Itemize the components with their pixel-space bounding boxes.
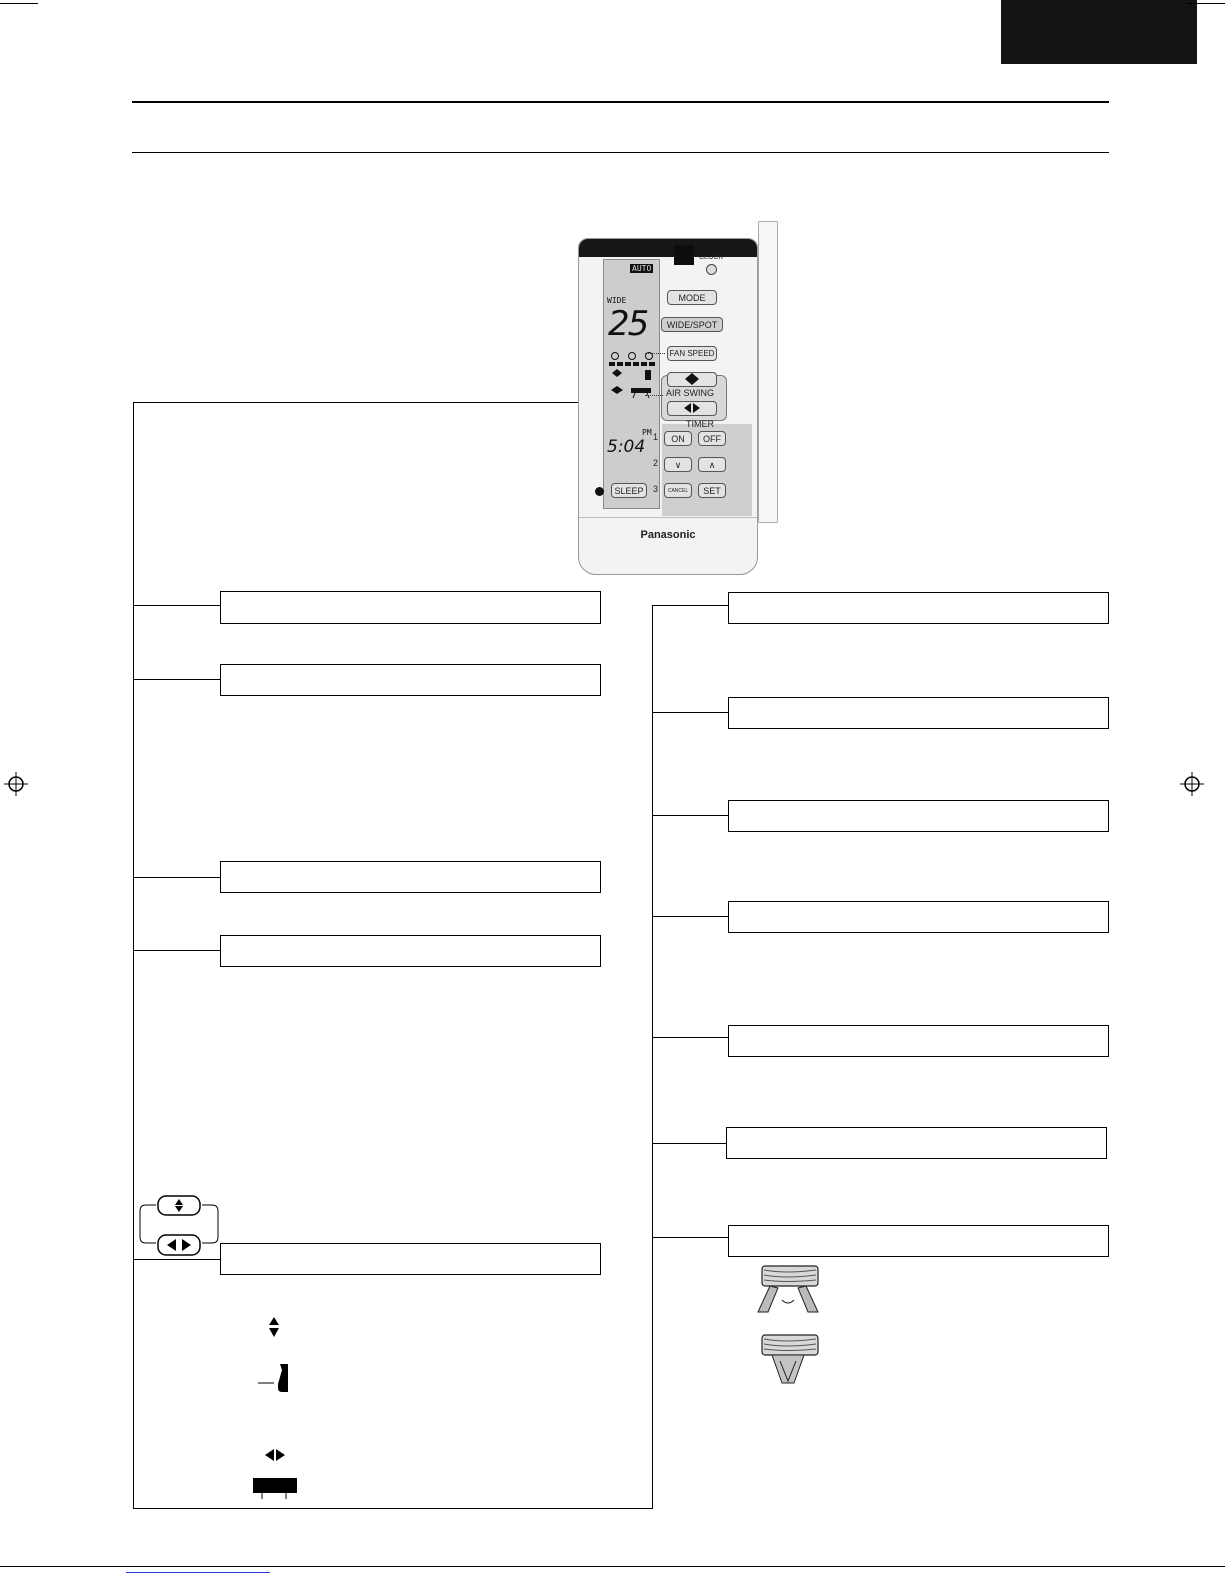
crop-mark-top-right: [1187, 3, 1225, 4]
horizontal-swing-button[interactable]: [667, 401, 717, 416]
swing-buttons-icon: [138, 1193, 220, 1257]
left-label-box-4: [220, 935, 601, 967]
footer-link-underline: [126, 1572, 270, 1573]
right-label-box-1: [728, 592, 1109, 624]
footer-rule: [0, 1566, 1225, 1567]
right-label-box-6: [726, 1127, 1107, 1159]
lcd-fan-icon: [607, 352, 657, 412]
leader-line: [652, 1037, 729, 1038]
timer-row-2: 2: [653, 458, 659, 468]
left-right-arrow-icon: [264, 1448, 286, 1462]
timer-off-button[interactable]: OFF: [698, 431, 726, 446]
timer-down-button[interactable]: ∨: [664, 457, 692, 472]
leader-line: [652, 712, 729, 713]
right-bracket-line: [652, 605, 653, 1509]
timer-label: TIMER: [686, 419, 714, 429]
leader-line: [133, 1259, 221, 1260]
up-down-arrow-icon: [267, 1316, 281, 1338]
vane-icon: [256, 1362, 292, 1394]
up-down-arrow-icon: [682, 373, 702, 385]
remote-control: [578, 238, 758, 575]
reset-button[interactable]: [595, 487, 604, 496]
remote-top-band: [579, 239, 757, 257]
leader-line: [133, 877, 221, 878]
right-label-box-5: [728, 1025, 1109, 1057]
leader-line: [652, 1237, 729, 1238]
leader-line: [652, 605, 729, 606]
left-label-box-1: [220, 591, 601, 624]
left-right-arrow-icon: [682, 402, 702, 414]
louver-icon: [251, 1476, 299, 1500]
timer-cancel-button[interactable]: CANCEL: [664, 483, 692, 498]
lcd-wide: WIDE: [607, 296, 627, 305]
brand-logo: Panasonic: [640, 529, 696, 541]
right-label-box-7: [728, 1225, 1109, 1257]
clock-label: CLOCK: [699, 254, 724, 261]
wide-airflow-unit-icon: [756, 1264, 820, 1314]
timer-on-button[interactable]: ON: [664, 431, 692, 446]
vertical-swing-button[interactable]: [667, 372, 717, 387]
right-label-box-3: [728, 800, 1109, 832]
section-tab: [1001, 0, 1197, 64]
remote-seam: [579, 517, 757, 518]
registration-mark-icon: [1180, 772, 1204, 796]
leader-line: [133, 605, 221, 606]
spot-airflow-unit-icon: [756, 1333, 820, 1388]
registration-mark-icon: [4, 772, 28, 796]
leader-line: [652, 815, 729, 816]
timer-row-1: 1: [653, 432, 659, 442]
right-label-box-4: [728, 901, 1109, 933]
dotted-connector: [645, 353, 665, 354]
mode-button[interactable]: MODE: [667, 290, 717, 305]
leader-line: [652, 1143, 729, 1144]
lcd-display: [603, 259, 660, 509]
ir-transmitter: [674, 245, 694, 265]
leader-line: [133, 950, 221, 951]
right-label-box-2: [728, 697, 1109, 729]
timer-set-button[interactable]: SET: [698, 483, 726, 498]
left-bracket-line: [133, 402, 134, 1509]
sleep-button[interactable]: SLEEP: [611, 483, 647, 498]
leader-line: [133, 679, 221, 680]
leader-line: [652, 916, 729, 917]
left-bracket-bottom: [133, 1508, 653, 1509]
lcd-mode: AUTO: [632, 264, 652, 273]
left-bracket-top-leader: [133, 402, 578, 403]
fan-speed-button[interactable]: FAN SPEED: [667, 346, 717, 361]
dotted-connector: [645, 395, 663, 396]
clock-button[interactable]: [706, 264, 717, 275]
timer-row-3: 3: [653, 484, 659, 494]
lcd-pm: PM: [642, 428, 652, 437]
air-swing-label: AIR SWING: [666, 388, 715, 398]
crop-mark-top-left: [0, 3, 38, 4]
header-rule-bottom: [132, 152, 1109, 153]
wide-spot-button[interactable]: WIDE/SPOT: [661, 317, 723, 332]
left-label-box-5: [220, 1243, 601, 1275]
left-label-box-3: [220, 861, 601, 893]
lcd-time: 5:04: [607, 437, 646, 457]
left-label-box-2: [220, 664, 601, 696]
timer-up-button[interactable]: ∧: [698, 457, 726, 472]
remote-cover: [758, 221, 778, 523]
header-rule-top: [132, 101, 1109, 103]
lcd-temperature: 25: [608, 304, 648, 344]
